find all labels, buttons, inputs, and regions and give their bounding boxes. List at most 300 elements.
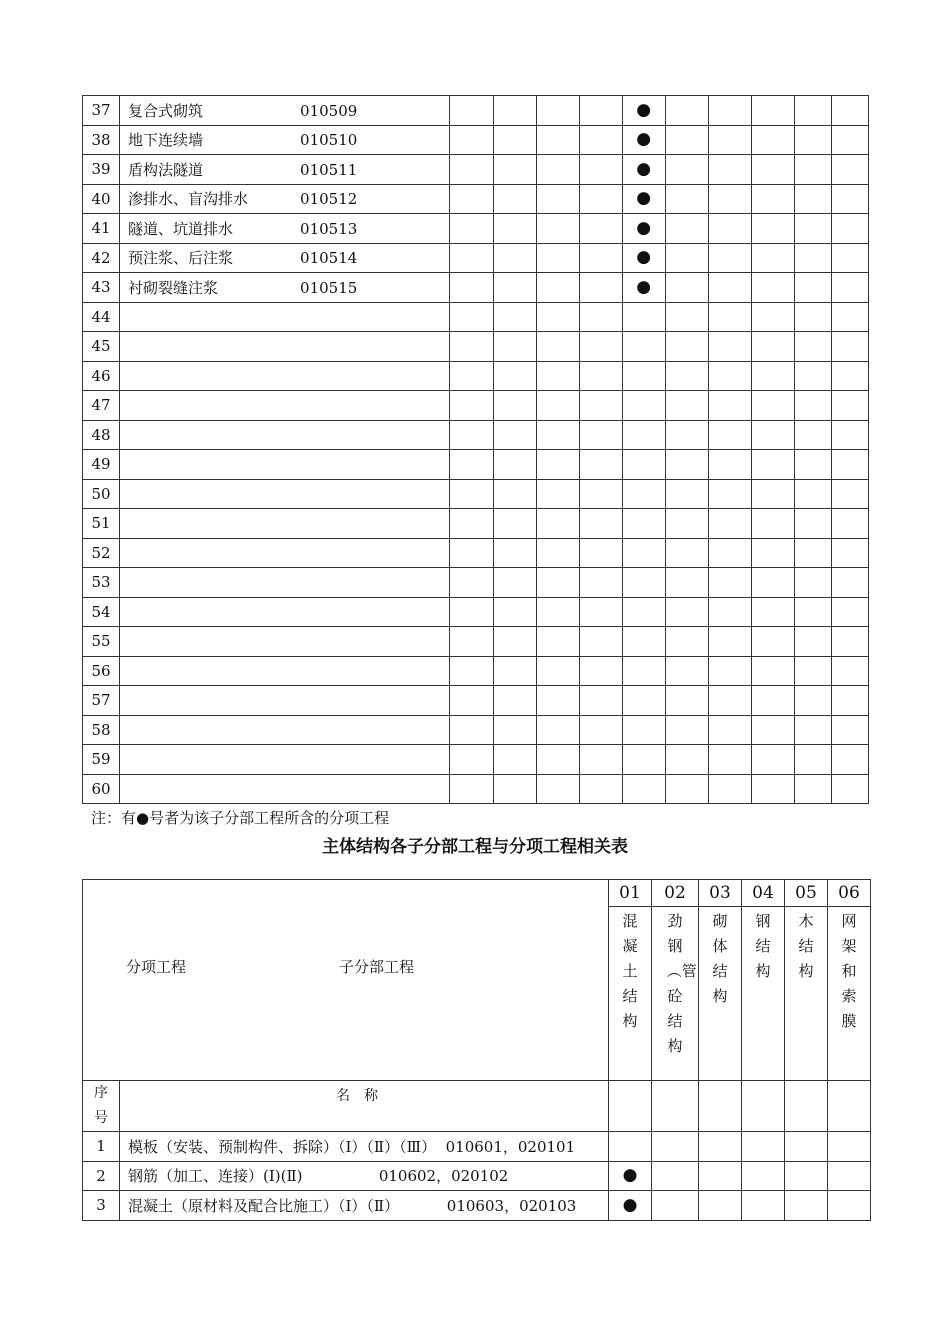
mark-cell: [794, 774, 831, 804]
mark-cell: [742, 1132, 785, 1162]
section-title: 主体结构各子分部工程与分项工程相关表: [322, 837, 628, 857]
mark-cell: [450, 420, 493, 450]
mark-cell: [794, 745, 831, 775]
mark-cell: [751, 450, 794, 480]
mark-cell: [536, 745, 579, 775]
mark-cell: [751, 96, 794, 126]
mark-cell: [751, 745, 794, 775]
mark-cell: [665, 715, 708, 745]
mark-cell: [794, 656, 831, 686]
category-name: 混凝土结构: [609, 907, 652, 1081]
row-number: 40: [83, 184, 120, 214]
row-number: 44: [83, 302, 120, 332]
row-number: 59: [83, 745, 120, 775]
row-number: 39: [83, 155, 120, 185]
mark-cell: [579, 568, 622, 598]
mark-cell: [622, 715, 665, 745]
mark-cell: [751, 568, 794, 598]
mark-cell: [622, 243, 665, 273]
mark-cell: [708, 96, 751, 126]
table-row: [83, 715, 869, 745]
mark-cell: [536, 686, 579, 716]
mark-cell: [831, 214, 868, 244]
mark-cell: [579, 509, 622, 539]
mark-cell: [622, 125, 665, 155]
mark-cell: [622, 332, 665, 362]
mark-cell: [794, 332, 831, 362]
mark-cell: [708, 450, 751, 480]
mark-cell: [450, 96, 493, 126]
bullet-mark-icon: ●: [636, 217, 652, 238]
mark-cell: [831, 184, 868, 214]
bullet-mark-icon: ●: [636, 158, 652, 179]
mark-cell: [493, 125, 536, 155]
subitem-name-cell: [120, 509, 450, 539]
mark-cell: [450, 391, 493, 421]
mark-cell: [622, 774, 665, 804]
bullet-mark-icon: ●: [636, 129, 652, 150]
subitem-name-cell: [120, 774, 450, 804]
mark-cell: [708, 302, 751, 332]
table-correlation: [82, 879, 871, 1221]
table-row: [83, 391, 869, 421]
mark-cell: [665, 745, 708, 775]
mark-cell: [450, 745, 493, 775]
table-row: [83, 273, 869, 303]
mark-cell: [751, 479, 794, 509]
mark-cell: [751, 243, 794, 273]
mark-cell: [751, 273, 794, 303]
mark-cell: [536, 96, 579, 126]
mark-cell: [751, 538, 794, 568]
row-number: 54: [83, 597, 120, 627]
mark-cell: [622, 155, 665, 185]
table-row: [83, 302, 869, 332]
table-row: [83, 125, 869, 155]
mark-cell: [450, 597, 493, 627]
table-row: [83, 332, 869, 362]
mark-cell: [831, 125, 868, 155]
subitem-name: 复合式砌筑: [128, 101, 204, 120]
mark-cell: [536, 125, 579, 155]
subitem-name-cell: [120, 715, 450, 745]
mark-cell: [493, 686, 536, 716]
table-row: [83, 361, 869, 391]
mark-cell: [665, 538, 708, 568]
mark-cell: [450, 686, 493, 716]
mark-cell: [536, 391, 579, 421]
mark-cell: [493, 361, 536, 391]
mark-cell: [708, 273, 751, 303]
mark-cell: [493, 214, 536, 244]
mark-cell: [751, 125, 794, 155]
mark-cell: [708, 715, 751, 745]
mark-cell: [493, 184, 536, 214]
mark-cell: [450, 715, 493, 745]
mark-cell: [831, 96, 868, 126]
mark-cell: [493, 302, 536, 332]
row-number: 42: [83, 243, 120, 273]
subitem-name-cell: [120, 125, 450, 155]
mark-cell: [536, 568, 579, 598]
table-row: [83, 155, 869, 185]
mark-cell: [794, 243, 831, 273]
subitem-name-cell: [120, 332, 450, 362]
table-row: [83, 1132, 871, 1162]
mark-cell: [708, 125, 751, 155]
subitem-name-cell: [120, 745, 450, 775]
mark-cell: [794, 450, 831, 480]
mark-cell: [794, 420, 831, 450]
mark-cell: [831, 479, 868, 509]
subitem-name: 预注浆、后注浆: [128, 249, 234, 268]
mark-cell: [751, 774, 794, 804]
mark-cell: [579, 243, 622, 273]
subitem-name: 模板（安装、预制构件、拆除）（Ⅰ）（Ⅱ）（Ⅲ） 010601，020101: [120, 1132, 609, 1162]
mark-cell: [708, 597, 751, 627]
mark-cell: [493, 391, 536, 421]
row-number: 46: [83, 361, 120, 391]
mark-cell: [794, 509, 831, 539]
mark-cell: [751, 509, 794, 539]
mark-cell: [831, 273, 868, 303]
mark-cell: [579, 538, 622, 568]
mark-cell: [622, 745, 665, 775]
mark-cell: [708, 745, 751, 775]
mark-cell: [493, 774, 536, 804]
mark-cell: [536, 479, 579, 509]
mark-cell: [665, 302, 708, 332]
mark-cell: [493, 715, 536, 745]
mark-cell: [536, 774, 579, 804]
mark-cell: [622, 391, 665, 421]
table-row: [83, 96, 869, 126]
table-row: [83, 568, 869, 598]
mark-cell: [751, 184, 794, 214]
table-row: [83, 184, 869, 214]
mark-cell: [751, 420, 794, 450]
mark-cell: [579, 184, 622, 214]
mark-cell: [536, 155, 579, 185]
mark-cell: [622, 656, 665, 686]
mark-cell: [493, 568, 536, 598]
row-number: 51: [83, 509, 120, 539]
mark-cell: [831, 686, 868, 716]
mark-cell: [579, 96, 622, 126]
table-row: [83, 656, 869, 686]
mark-cell: [450, 332, 493, 362]
bullet-mark-icon: ●: [636, 247, 652, 268]
mark-cell: [708, 243, 751, 273]
subitem-name-cell: [120, 96, 450, 126]
mark-cell: [831, 745, 868, 775]
category-code: 04: [742, 880, 785, 907]
mark-cell: [579, 361, 622, 391]
mark-cell: [579, 450, 622, 480]
mark-cell: [831, 538, 868, 568]
mark-cell: [708, 656, 751, 686]
mark-cell: [708, 509, 751, 539]
mark-cell: [493, 273, 536, 303]
mark-cell: [579, 214, 622, 244]
mark-cell: [785, 1161, 828, 1191]
table-row: [83, 1191, 871, 1221]
mark-cell: [828, 1191, 871, 1221]
mark-cell: [831, 568, 868, 598]
mark-cell: [831, 420, 868, 450]
row-number: 53: [83, 568, 120, 598]
subitem-name-cell: [120, 273, 450, 303]
mark-cell: [794, 686, 831, 716]
table-row: [83, 420, 869, 450]
table-subitems-continued: [82, 95, 869, 804]
mark-cell: [450, 125, 493, 155]
table-row: [83, 774, 869, 804]
mark-cell: [622, 420, 665, 450]
mark-cell: [450, 509, 493, 539]
subitem-name-cell: [120, 568, 450, 598]
mark-cell: [794, 479, 831, 509]
category-code: 02: [652, 880, 699, 907]
row-number: 2: [83, 1161, 120, 1191]
mark-cell: [708, 332, 751, 362]
mark-cell: [794, 627, 831, 657]
mark-cell: [652, 1161, 699, 1191]
category-code: 05: [785, 880, 828, 907]
mark-cell: [493, 538, 536, 568]
mark-cell: [751, 361, 794, 391]
bullet-mark-icon: ●: [622, 1165, 638, 1186]
table-row: [83, 686, 869, 716]
category-code: 03: [699, 880, 742, 907]
mark-cell: [665, 509, 708, 539]
mark-cell: [831, 450, 868, 480]
subitem-code: 010510: [300, 131, 358, 150]
mark-cell: [831, 332, 868, 362]
mark-cell: [794, 391, 831, 421]
subitem-code: 010512: [300, 190, 358, 209]
table-row: [83, 479, 869, 509]
mark-cell: [751, 214, 794, 244]
mark-cell: [652, 1191, 699, 1221]
mark-cell: [828, 1132, 871, 1162]
table-row: [83, 214, 869, 244]
mark-cell: [450, 479, 493, 509]
mark-cell: [751, 597, 794, 627]
mark-cell: [536, 450, 579, 480]
mark-cell: [579, 479, 622, 509]
mark-cell: [831, 243, 868, 273]
mark-cell: [708, 155, 751, 185]
header-subdivision-label: 子分部工程: [339, 958, 415, 976]
subitem-code: 010514: [300, 249, 358, 268]
mark-cell: [794, 96, 831, 126]
row-number: 56: [83, 656, 120, 686]
mark-cell: [536, 361, 579, 391]
mark-cell: [536, 184, 579, 214]
mark-cell: [493, 745, 536, 775]
row-number: 43: [83, 273, 120, 303]
header-subitem-label: 分项工程: [126, 958, 187, 976]
mark-cell: [579, 597, 622, 627]
mark-cell: [665, 273, 708, 303]
mark-cell: [831, 302, 868, 332]
mark-cell: [699, 1132, 742, 1162]
mark-cell: [622, 568, 665, 598]
mark-cell: [579, 715, 622, 745]
mark-cell: [831, 155, 868, 185]
mark-cell: [450, 568, 493, 598]
mark-cell: [536, 597, 579, 627]
mark-cell: [665, 597, 708, 627]
row-number: 55: [83, 627, 120, 657]
mark-cell: [579, 420, 622, 450]
subitem-code: 010513: [300, 219, 358, 238]
mark-cell: [785, 1132, 828, 1162]
mark-cell: [609, 1161, 652, 1191]
mark-cell: [831, 509, 868, 539]
table-row: [83, 1161, 871, 1191]
mark-cell: [536, 214, 579, 244]
mark-cell: [708, 420, 751, 450]
mark-cell: [794, 155, 831, 185]
mark-cell: [493, 332, 536, 362]
row-number: 38: [83, 125, 120, 155]
mark-cell: [794, 538, 831, 568]
mark-cell: [450, 214, 493, 244]
mark-cell: [450, 361, 493, 391]
mark-cell: [794, 125, 831, 155]
row-number: 57: [83, 686, 120, 716]
subitem-name-cell: [120, 538, 450, 568]
mark-cell: [665, 155, 708, 185]
subitem-name: 钢筋（加工、连接）(Ⅰ)(Ⅱ) 010602，020102: [120, 1161, 609, 1191]
mark-cell: [579, 391, 622, 421]
mark-cell: [652, 1132, 699, 1162]
row-number: 52: [83, 538, 120, 568]
mark-cell: [751, 391, 794, 421]
bullet-mark-icon: ●: [636, 188, 652, 209]
mark-cell: [579, 656, 622, 686]
mark-cell: [493, 96, 536, 126]
category-code: 06: [828, 880, 871, 907]
table-row: [83, 627, 869, 657]
mark-cell: [622, 214, 665, 244]
mark-cell: [708, 627, 751, 657]
mark-cell: [751, 302, 794, 332]
mark-cell: [579, 155, 622, 185]
subitem-name-cell: [120, 597, 450, 627]
mark-cell: [622, 184, 665, 214]
mark-cell: [493, 627, 536, 657]
mark-cell: [665, 774, 708, 804]
mark-cell: [450, 627, 493, 657]
mark-cell: [794, 361, 831, 391]
subitem-name: 混凝土（原材料及配合比施工）（Ⅰ）（Ⅱ） 010603，020103: [120, 1191, 609, 1221]
mark-cell: [751, 686, 794, 716]
table-row: [83, 450, 869, 480]
name-header: 名称: [120, 1081, 609, 1132]
mark-cell: [831, 361, 868, 391]
mark-cell: [708, 479, 751, 509]
mark-cell: [665, 450, 708, 480]
mark-cell: [536, 332, 579, 362]
mark-cell: [699, 1161, 742, 1191]
mark-cell: [622, 509, 665, 539]
category-name: 钢结构: [742, 907, 785, 1081]
mark-cell: [751, 715, 794, 745]
mark-cell: [622, 538, 665, 568]
mark-cell: [828, 1161, 871, 1191]
subitem-code: 010515: [300, 278, 358, 297]
mark-cell: [450, 184, 493, 214]
subitem-name: 衬砌裂缝注浆: [128, 278, 219, 297]
subitem-name-cell: [120, 302, 450, 332]
subitem-name-cell: [120, 361, 450, 391]
mark-cell: [665, 656, 708, 686]
mark-cell: [665, 96, 708, 126]
mark-cell: [536, 538, 579, 568]
mark-cell: [665, 184, 708, 214]
table-row: [83, 597, 869, 627]
mark-cell: [665, 214, 708, 244]
mark-cell: [751, 627, 794, 657]
mark-cell: [794, 568, 831, 598]
subitem-name-cell: [120, 214, 450, 244]
category-name: 砌体结构: [699, 907, 742, 1081]
mark-cell: [665, 332, 708, 362]
mark-cell: [450, 302, 493, 332]
mark-cell: [794, 214, 831, 244]
mark-cell: [579, 627, 622, 657]
row-number: 47: [83, 391, 120, 421]
mark-cell: [794, 715, 831, 745]
header-cell: [83, 880, 609, 1081]
mark-cell: [708, 184, 751, 214]
subitem-name-cell: [120, 656, 450, 686]
row-number: 58: [83, 715, 120, 745]
row-number: 3: [83, 1191, 120, 1221]
mark-cell: [699, 1191, 742, 1221]
mark-cell: [708, 538, 751, 568]
mark-cell: [708, 391, 751, 421]
subitem-name-cell: [120, 627, 450, 657]
seq-header: 序号: [83, 1081, 120, 1132]
mark-cell: [450, 155, 493, 185]
mark-cell: [742, 1191, 785, 1221]
mark-cell: [708, 568, 751, 598]
mark-cell: [536, 243, 579, 273]
category-name: 劲钢︵管砼结构: [652, 907, 699, 1081]
mark-cell: [751, 656, 794, 686]
mark-cell: [536, 715, 579, 745]
mark-cell: [536, 509, 579, 539]
mark-cell: [579, 774, 622, 804]
table-row: [83, 745, 869, 775]
row-number: 1: [83, 1132, 120, 1162]
subitem-code: 010511: [300, 160, 358, 179]
subitem-name: 盾构法隧道: [128, 160, 204, 179]
mark-cell: [751, 332, 794, 362]
mark-cell: [794, 184, 831, 214]
mark-cell: [579, 332, 622, 362]
mark-cell: [493, 479, 536, 509]
mark-cell: [794, 273, 831, 303]
mark-cell: [708, 774, 751, 804]
mark-cell: [536, 302, 579, 332]
subitem-code: 010509: [300, 101, 358, 120]
row-number: 50: [83, 479, 120, 509]
